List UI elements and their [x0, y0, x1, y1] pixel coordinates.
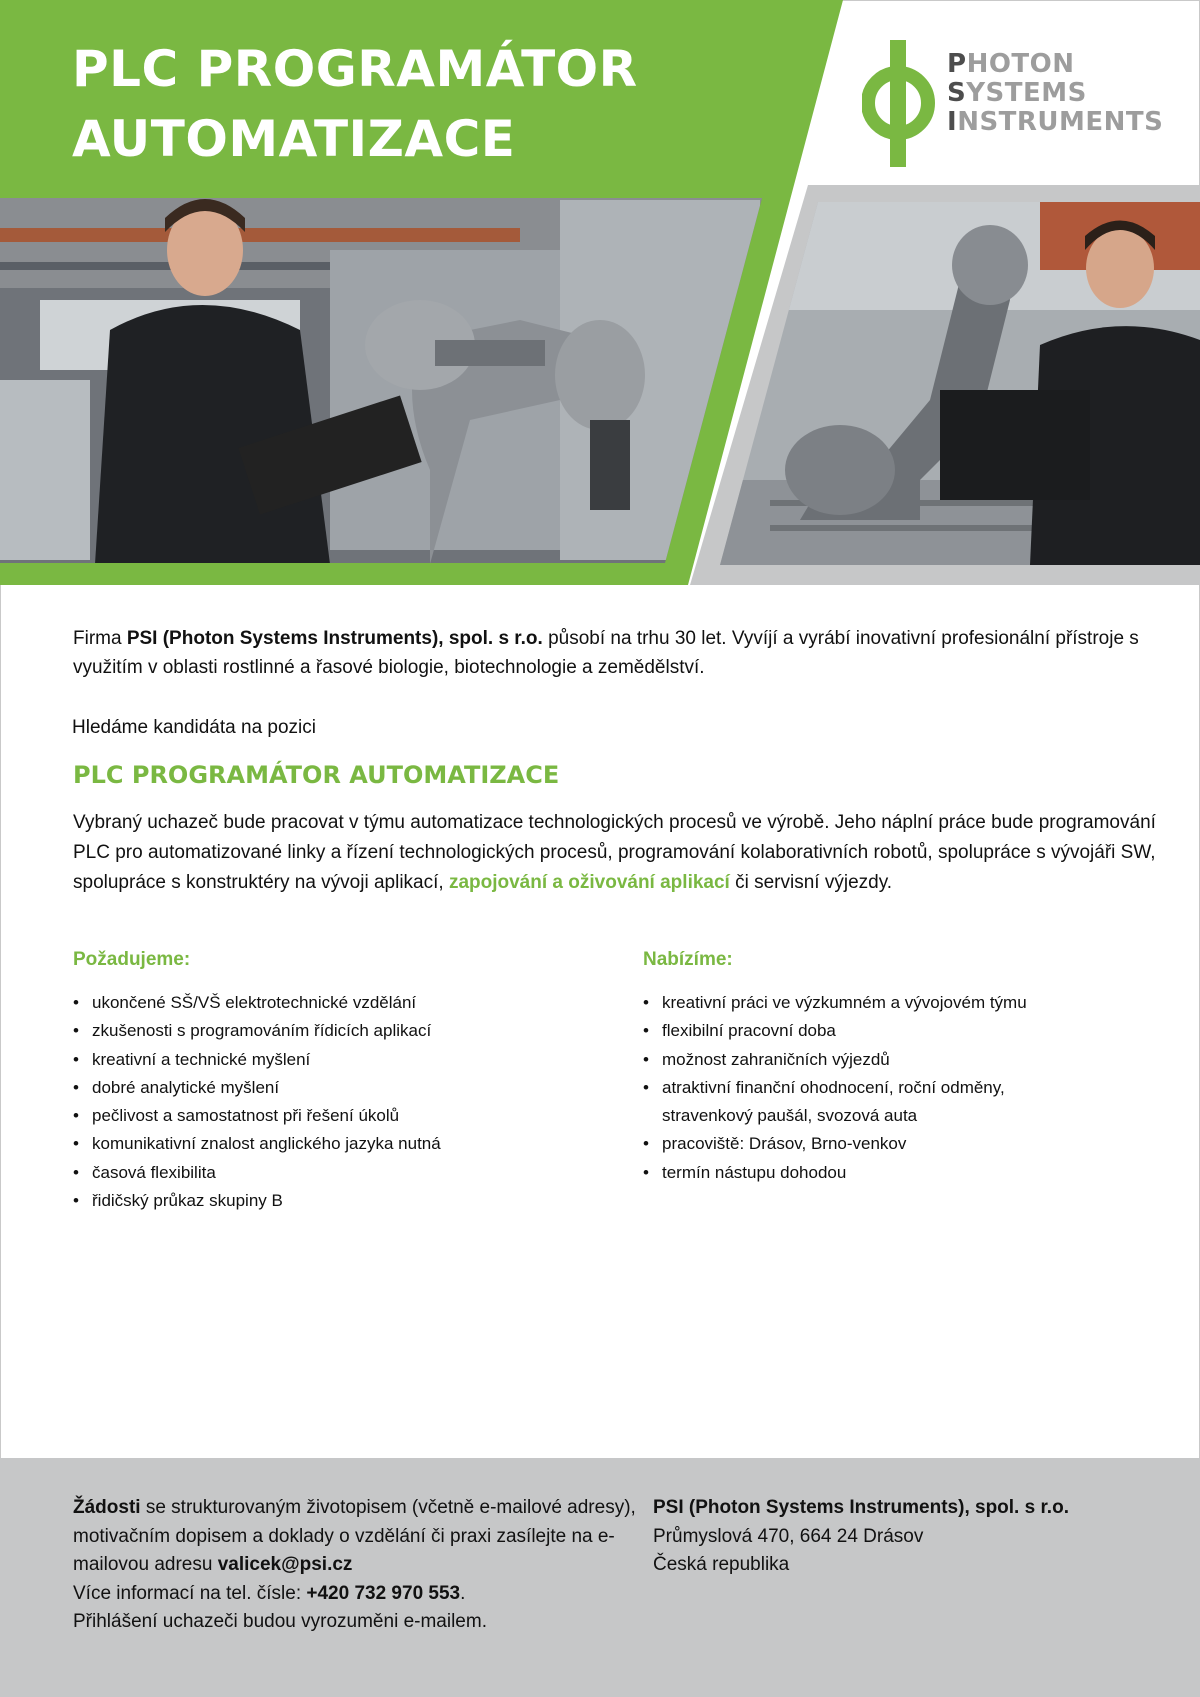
list-item: • zkušenosti s programováním řídicích aplikací: [73, 1017, 573, 1045]
description-highlight: zapojování a oživování aplikací: [448, 872, 730, 893]
requirements-list: [73, 989, 573, 1215]
phi-logo-icon: [862, 40, 942, 170]
intro-prefix: Firma: [73, 628, 127, 649]
footer-company-name: PSI (Photon Systems Instruments), spol. s r.o.: [653, 1497, 1069, 1518]
description-text: Vybraný uchazeč bude pracovat v týmu automatizace technologických procesů ve výrobě. Jeho náplní práce bude programování PLC pro automatizované linky a řízení technologických procesů, programování kolaborativních robotů, spolupráce s vývojáři SW, spolupráce s konstruktéry na vývoji aplikací,: [73, 812, 1156, 893]
phone-suffix: .: [460, 1582, 466, 1604]
list-item: • řidičský průkaz skupiny B: [73, 1187, 573, 1215]
footer-country: Česká republika: [653, 1554, 790, 1575]
page-title: [72, 34, 638, 174]
logo-line-3: INSTRUMENTS: [947, 107, 1164, 137]
lead-text: Hledáme kandidáta na pozici: [72, 717, 316, 738]
application-strong: Žádosti: [73, 1497, 141, 1518]
offers-heading: Nabízíme:: [643, 949, 733, 970]
job-title: PLC PROGRAMÁTOR AUTOMATIZACE: [73, 761, 560, 789]
application-body: se strukturovaným životopisem (včetně e-mailové adresy), motivačním dopisem a doklady o vzdělání či praxi zasílejte na e-mailovou adresu: [73, 1497, 636, 1575]
logo-line-1: PHOTON: [947, 49, 1075, 79]
application-text: [73, 1494, 653, 1580]
phone-line: [73, 1580, 653, 1609]
intro-text: působí na trhu 30 let. Vyvíjí a vyrábí inovativní profesionální přístroje s využitím v oblasti rostlinné a řasové biologie, biotechnologie a zemědělství.: [73, 628, 1139, 678]
application-info: [73, 1494, 653, 1637]
list-item: • pracoviště: Drásov, Brno-venkov: [643, 1130, 1143, 1158]
offers-list: [643, 989, 1143, 1187]
list-item: • flexibilní pracovní doba: [643, 1017, 1143, 1045]
offers-section: [643, 949, 1143, 1187]
company-intro: [73, 624, 1173, 682]
intro-company-name: PSI (Photon Systems Instruments), spol. s r.o.: [126, 628, 543, 649]
list-item: • ukončené SŠ/VŠ elektrotechnické vzdělání: [73, 989, 573, 1017]
list-item: • komunikativní znalost anglického jazyka nutná: [73, 1130, 573, 1158]
application-note: Přihlášení uchazeči budou vyrozuměni e-mailem.: [73, 1611, 487, 1632]
list-item: • časová flexibilita: [73, 1159, 573, 1187]
footer-address: Průmyslová 470, 664 24 Drásov: [653, 1525, 924, 1547]
job-description: [73, 808, 1183, 898]
main-content: [72, 624, 1173, 1211]
company-address: [653, 1494, 1173, 1580]
hero-banner: [0, 0, 1200, 585]
list-item: • dobré analytické myšlení: [73, 1074, 573, 1102]
phone-prefix: Více informací na tel. čísle:: [73, 1582, 307, 1604]
footer: [0, 1458, 1200, 1697]
logo-wordmark: [947, 50, 1163, 137]
contact-phone[interactable]: +420 732 970 553: [306, 1582, 461, 1604]
list-item: • pečlivost a samostatnost při řešení úkolů: [73, 1102, 573, 1130]
contact-email-link[interactable]: valicek@psi.cz: [217, 1554, 353, 1575]
list-item: • kreativní práci ve výzkumném a vývojovém týmu: [643, 989, 1143, 1017]
logo-line-2: SYSTEMS: [947, 78, 1087, 108]
requirements-section: [73, 949, 573, 1215]
robot-arm-programmer-photo-left: [0, 198, 770, 564]
page-title-line-1: PLC PROGRAMÁTOR: [72, 40, 638, 98]
list-item: • atraktivní finanční ohodnocení, roční odměny, stravenkový paušál, svozová auta: [643, 1074, 1082, 1131]
list-item: • termín nástupu dohodou: [643, 1159, 1143, 1187]
page-title-line-2: AUTOMATIZACE: [72, 110, 516, 168]
list-item: • možnost zahraničních výjezdů: [643, 1046, 1143, 1074]
requirements-heading: Požadujeme:: [73, 949, 191, 970]
list-item: • kreativní a technické myšlení: [73, 1046, 573, 1074]
description-suffix: či servisní výjezdy.: [729, 872, 893, 893]
company-logo: [862, 40, 1162, 170]
